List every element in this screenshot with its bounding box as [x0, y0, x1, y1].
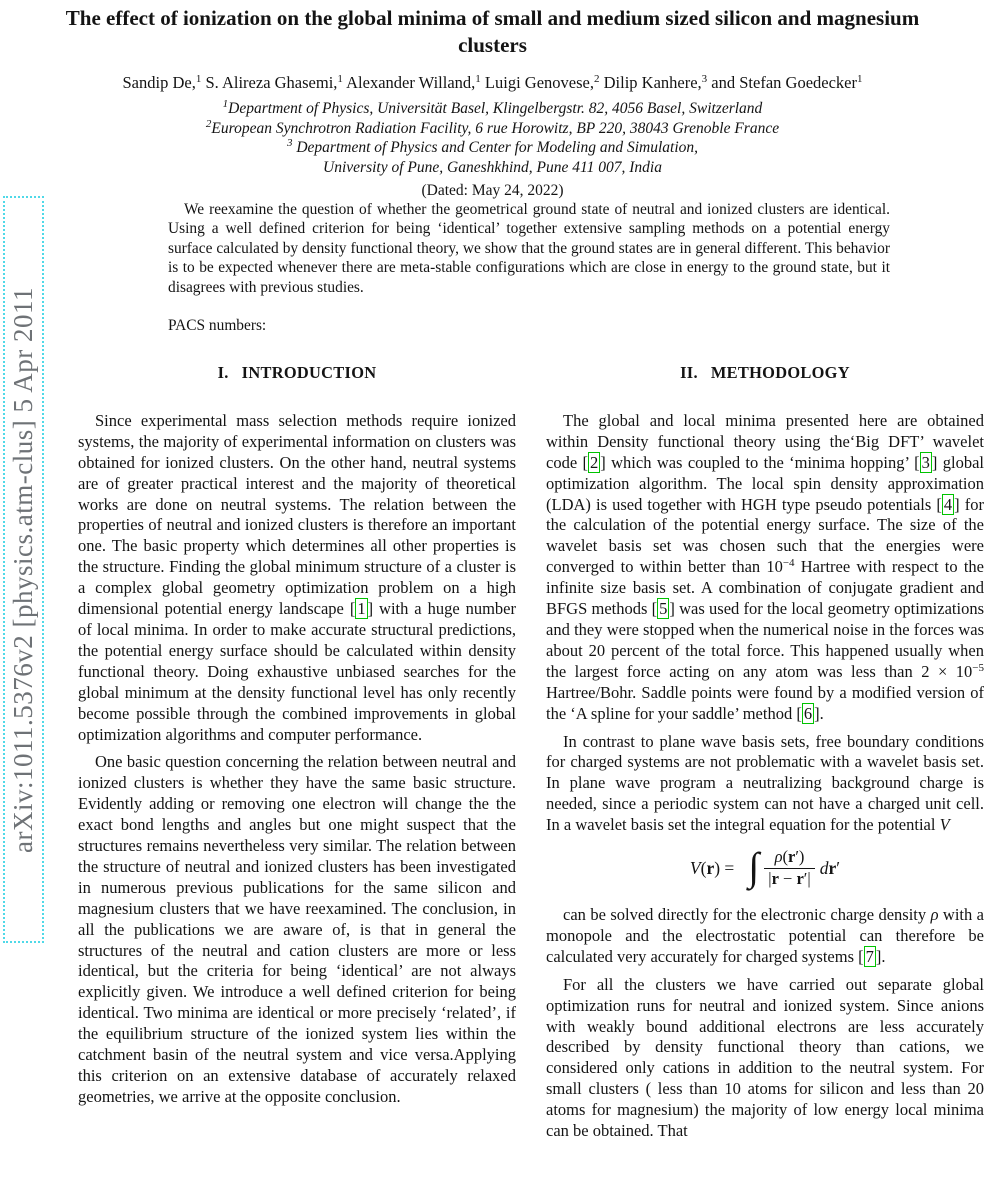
italic-text: ρ [930, 904, 939, 924]
citation-link[interactable]: 4 [943, 494, 953, 514]
superscript: 2 [205, 117, 212, 130]
bold-vector: r [828, 858, 837, 879]
italic-text: V [939, 815, 950, 835]
superscript: 1 [337, 73, 343, 85]
italic-text: V [689, 858, 701, 879]
arxiv-stamp-link[interactable]: arXiv:1011.5376v2 [physics.atm-clus] 5 Apr 2011 [8, 286, 38, 853]
bold-vector: r [796, 869, 804, 888]
equation-lhs: V(r) = [689, 858, 735, 879]
superscript: −5 [972, 661, 984, 674]
bold-vector: r [787, 847, 796, 867]
intro-paragraph-1: Since experimental mass selection methods require ionized systems, the majority of experimental information on clusters was obtained for ionized clusters. On the other hand, neutral systems are of greater practical interest and the majority of theoretical works are done on neutral systems. The relation between the properties of neutral and ionized clusters is therefore an important one. The basic property which determines all other properties is the structure. Finding the global minimum structure of a cluster is a complex global geometry optimization problem on a high dimensional potential energy landscape [ 1 ] with a huge number of local minima. In order to make accurate structural predictions, the potential energy surface should be calculated within density functional theory. Doing exhaustive unbiased searches for the global minimum at the density functional level has only recently become possible through the combined improvements in global optimization algorithms and computer performance. [78, 410, 516, 744]
superscript: 1 [856, 73, 863, 85]
superscript: 1 [195, 73, 202, 85]
italic-text: d [819, 858, 829, 879]
methodology-paragraph-1: The global and local minima presented here are obtained within Density functional theory using the‘Big DFT’ wavelet code [ 2 ] which was coupled to the ‘minima hopping’ [ 3 ] global optimization algorithm. The local spin density approximation (LDA) is used together with HGH type pseudo potentials [ 4 ] for the calculation of the potential energy surface. The size of the wavelet basis set was chosen such that the energies were converged to within better than $10^{-4}$ Hartree with respect to the infinite size basis set. A combination of conjugate gradient and BFGS methods [ 5 ] was used for the local geometry optimizations and they were stopped when the numerical noise in the forces was about 20 percent of the total force. This happened usually when the largest force acting on any atom was less than $2 \times 10^{-5}$ Hartree/Bohr. Saddle points were found by a modified version of the ‘A spline for your saddle’ method [ 6 ]. [546, 410, 984, 723]
equation-differential: dr′ [819, 858, 841, 879]
superscript: 2 [593, 73, 600, 85]
section-title: INTRODUCTION [241, 363, 377, 382]
section-number: I. [217, 363, 229, 382]
citation-link[interactable]: 6 [803, 703, 813, 723]
superscript: −4 [782, 557, 795, 570]
abstract-text: We reexamine the question of whether the geometrical ground state of neutral and ionized clusters are identical. Using a well defined criterion for being ‘identical’ together extensive sampling methods on a potential energy surface calculated by density functional theory, we show that the ground states are in general different. This behavior is to be expected whenever there are meta-stable configurations which are close in energy to the ground state, but it disagrees with previous studies. [168, 201, 890, 296]
italic-text: ρ [774, 847, 783, 867]
superscript: 3 [286, 137, 293, 149]
section-heading-methodology [546, 363, 984, 384]
dated-line: (Dated: May 24, 2022) [421, 182, 564, 199]
two-column-body [78, 357, 984, 1149]
affiliation-line: $^3$ Department of Physics and Center for Modeling and Simulation, [286, 137, 699, 156]
citation-link[interactable]: 7 [865, 946, 874, 966]
intro-paragraph-2: One basic question concerning the relation between neutral and ionized clusters is whether they have the same basic structure. Evidently adding or removing one electron will change the the exact bond lengths and angles but one might suspect that the structures remains nevertheless very similar. The relation between the structure of neutral and ionized clusters has been investigated in numerous previous publications for the same silicon and magnesium clusters that we have reexamined. The conclusion, in all the publications we are aware of, is that in general the structures of the neutral and cation clusters are more or less identical, but the criteria for being ‘identical’ are not always explicitly given. We introduce a well defined criterion for being identical. Two minima are identical or more precisely ‘related’, if the equilibrium structure of the ionized system lies within the catchment basin of the neutral system and vice versa.Applying this criterion on an extensive database of accurately relaxed geometries, we arrive at the opposite conclusion. [78, 752, 516, 1106]
section-number: II. [680, 363, 698, 382]
paper-title: The effect of ionization on the global minima of small and medium sized silicon and magnesium clusters [65, 6, 920, 57]
section-heading-introduction [78, 363, 516, 384]
section-title: METHODOLOGY [710, 363, 850, 382]
methodology-paragraph-4: For all the clusters we have carried out separate global optimization runs for neutral and ionized system. Since anions with weakly bound additional electrons are less accurately described by density functional theory than cations, we considered only cations in addition to the neutral system. For small clusters ( less than 10 atoms for silicon and less than 20 atoms for magnesium) the majority of low energy local minima can be obtained. That [546, 974, 984, 1141]
superscript: 1 [475, 73, 481, 85]
arxiv-stamp-box [3, 196, 44, 943]
bold-vector: r [771, 869, 779, 888]
equation-denominator: |r − r′| [768, 869, 811, 888]
citation-link[interactable]: 2 [590, 452, 599, 472]
citation-link[interactable]: 3 [921, 452, 930, 472]
superscript: 1 [222, 98, 229, 110]
affiliations-block [0, 99, 985, 201]
abstract [168, 200, 890, 297]
citation-link[interactable]: 1 [357, 599, 366, 619]
pacs-line: PACS numbers: [168, 317, 267, 334]
methodology-paragraph-2: In contrast to plane wave basis sets, free boundary conditions for charged systems are not problematic with a wavelet basis set. In plane wave program a neutralizing background charge is needed, since a periodic system can not have a charged unit cell. In a wavelet basis set the integral equation for the potential V [546, 731, 984, 835]
integral-sign: ∫ [748, 843, 760, 889]
equation-numerator: ρ(r′) [764, 848, 814, 869]
affiliation-line: $^1$Department of Physics, Universität Basel, Klingelbergstr. 82, 4056 Basel, Switzerland [222, 98, 763, 117]
citation-link[interactable]: 5 [659, 599, 668, 619]
bold-vector: r [706, 858, 715, 879]
left-column [78, 357, 516, 1149]
paper-header [0, 5, 985, 201]
methodology-paragraph-3: can be solved directly for the electronic charge density ρ with a monopole and the electrostatic potential can therefore be calculated very accurately for charged systems [ 7 ]. [546, 904, 984, 966]
right-column [546, 357, 984, 1149]
potential-equation [546, 843, 984, 889]
superscript: 3 [701, 73, 708, 85]
author-line: Sandip De,$^1$ S. Alireza Ghasemi,$^1$ Alexander Willand,$^1$ Luigi Genovese,$^2$ Dilip Kanhere,$^3$ and Stefan Goedecker$^1$ [122, 73, 863, 92]
affiliation-line: University of Pune, Ganeshkhind, Pune 411 007, India [323, 158, 662, 176]
equation-fraction [764, 848, 814, 889]
affiliation-line: $^2$European Synchrotron Radiation Facility, 6 rue Horowitz, BP 220, 38043 Grenoble France [205, 117, 780, 137]
